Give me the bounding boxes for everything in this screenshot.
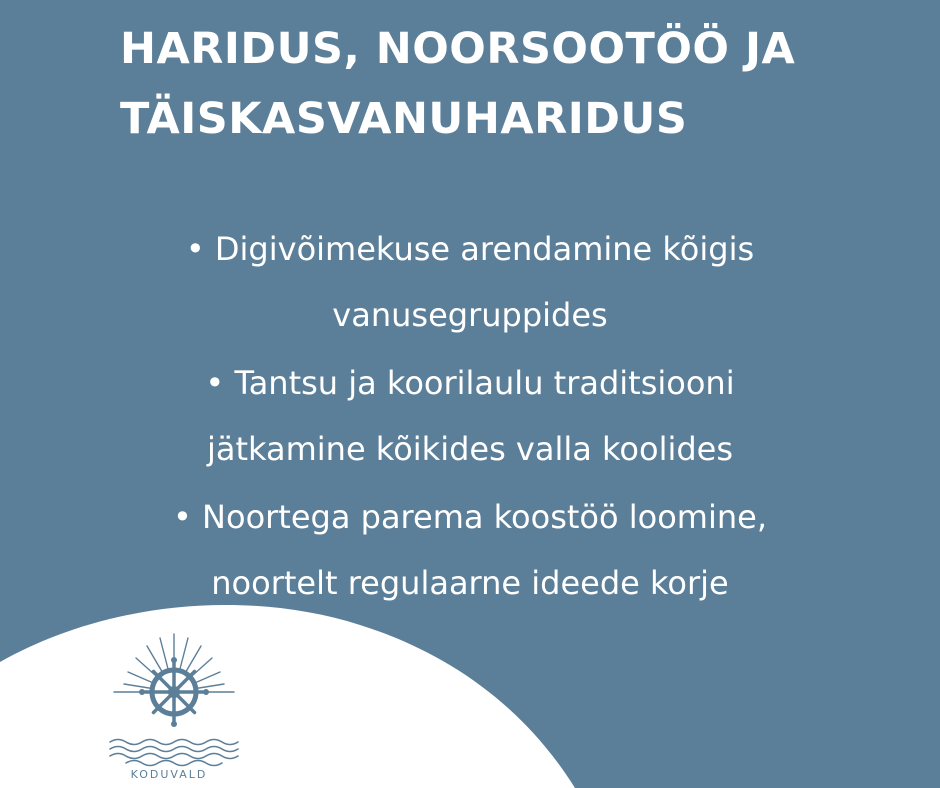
bullet-line: • Tantsu ja koorilaulu traditsiooni xyxy=(205,364,735,402)
bullet-item-youth xyxy=(60,484,880,616)
bullet-line: • Digivõimekuse arendamine kõigis xyxy=(185,230,755,268)
bullet-item-digital xyxy=(60,216,880,348)
bullet-line: vanusegruppides xyxy=(332,296,608,334)
bullet-line: jätkamine kõikides valla koolides xyxy=(206,430,734,468)
title-line-2: TÄISKASVANUHARIDUS xyxy=(120,94,688,144)
page-title xyxy=(120,14,900,154)
bullet-item-dance-choir xyxy=(60,350,880,482)
ship-wheel-sun-waves-icon xyxy=(104,630,244,780)
title-line-1: HARIDUS, NOORSOOTÖÖ JA xyxy=(120,24,796,74)
bullet-list xyxy=(60,216,880,616)
bullet-line: noortelt regulaarne ideede korje xyxy=(211,564,729,602)
logo-wordmark: KODUVALD xyxy=(130,768,208,781)
bullet-line: • Noortega parema koostöö loomine, xyxy=(173,498,767,536)
